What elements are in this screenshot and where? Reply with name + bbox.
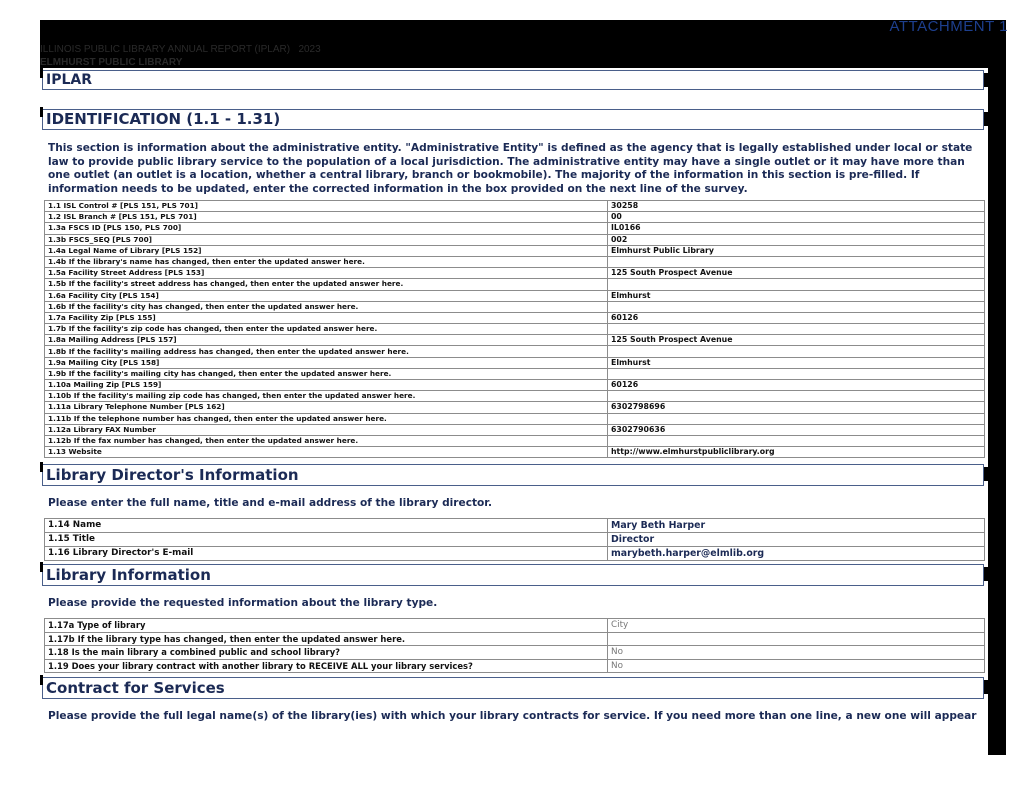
attachment-label: ATTACHMENT 1 bbox=[889, 18, 1008, 35]
answer-field[interactable]: 125 South Prospect Avenue bbox=[608, 268, 985, 279]
table-row bbox=[45, 368, 985, 379]
table-row bbox=[45, 519, 985, 533]
library-info-intro: Please provide the requested information about the library type. bbox=[48, 597, 438, 609]
question-label: 1.11b If the telephone number has changed, then enter the updated answer here. bbox=[45, 413, 608, 424]
answer-field[interactable]: IL0166 bbox=[608, 223, 985, 234]
answer-field[interactable]: 00 bbox=[608, 212, 985, 223]
table-row bbox=[45, 402, 985, 413]
table-row bbox=[45, 245, 985, 256]
question-label: 1.4a Legal Name of Library [PLS 152] bbox=[45, 245, 608, 256]
question-label: 1.11a Library Telephone Number [PLS 162] bbox=[45, 402, 608, 413]
table-row bbox=[45, 380, 985, 391]
identification-title: IDENTIFICATION (1.1 - 1.31) bbox=[46, 110, 281, 128]
question-label: 1.7a Facility Zip [PLS 155] bbox=[45, 312, 608, 323]
table-row bbox=[45, 324, 985, 335]
answer-field[interactable]: 6302790636 bbox=[608, 424, 985, 435]
table-row bbox=[45, 268, 985, 279]
answer-field[interactable]: 002 bbox=[608, 234, 985, 245]
question-label: 1.3b FSCS_SEQ [PLS 700] bbox=[45, 234, 608, 245]
table-row bbox=[45, 435, 985, 446]
table-row bbox=[45, 212, 985, 223]
answer-field[interactable]: No bbox=[608, 646, 985, 660]
question-label: 1.8b If the facility's mailing address has changed, then enter the updated answer here. bbox=[45, 346, 608, 357]
question-label: 1.3a FSCS ID [PLS 150, PLS 700] bbox=[45, 223, 608, 234]
answer-field[interactable] bbox=[608, 256, 985, 267]
library-info-table bbox=[44, 618, 985, 673]
answer-field[interactable]: No bbox=[608, 659, 985, 673]
answer-field[interactable]: 60126 bbox=[608, 380, 985, 391]
question-label: 1.1 ISL Control # [PLS 151, PLS 701] bbox=[45, 201, 608, 212]
answer-field[interactable] bbox=[608, 435, 985, 446]
table-row bbox=[45, 312, 985, 323]
question-label: 1.6a Facility City [PLS 154] bbox=[45, 290, 608, 301]
answer-field[interactable]: Mary Beth Harper bbox=[608, 519, 985, 533]
answer-field[interactable] bbox=[608, 368, 985, 379]
question-label: 1.18 Is the main library a combined public and school library? bbox=[45, 646, 608, 660]
contract-intro: Please provide the full legal name(s) of the library(ies) with which your library contracts for service. If you need more than one line, a new one will appear bbox=[48, 710, 977, 722]
table-row bbox=[45, 357, 985, 368]
table-row bbox=[45, 223, 985, 234]
answer-field[interactable] bbox=[608, 413, 985, 424]
answer-field[interactable] bbox=[608, 301, 985, 312]
table-row bbox=[45, 335, 985, 346]
table-row bbox=[45, 346, 985, 357]
director-intro: Please enter the full name, title and e-mail address of the library director. bbox=[48, 497, 493, 509]
identification-section-header bbox=[42, 109, 984, 130]
report-year: 2023 bbox=[298, 44, 321, 55]
question-label: 1.17a Type of library bbox=[45, 619, 608, 633]
question-label: 1.19 Does your library contract with another library to RECEIVE ALL your library services? bbox=[45, 659, 608, 673]
question-label: 1.13 Website bbox=[45, 447, 608, 458]
question-label: 1.8a Mailing Address [PLS 157] bbox=[45, 335, 608, 346]
iplar-title-box bbox=[42, 70, 984, 90]
identification-intro: This section is information about the administrative entity. "Administrative Entity" is defined as the agency that is legally established under local or state law to provide public library service to the population of a local jurisdiction. The administrative entity may have a single outlet or it may have more than one outlet (an outlet is a location, whether a central library, branch or bookmobile). The majority of the information in this section is pre-filled. If information needs to be updated, enter the corrected information in the box provided on the next line of the survey. bbox=[48, 142, 973, 195]
question-label: 1.4b If the library's name has changed, then enter the updated answer here. bbox=[45, 256, 608, 267]
iplar-title: IPLAR bbox=[46, 72, 93, 88]
answer-field[interactable] bbox=[608, 391, 985, 402]
table-row bbox=[45, 201, 985, 212]
question-label: 1.12a Library FAX Number bbox=[45, 424, 608, 435]
question-label: 1.5a Facility Street Address [PLS 153] bbox=[45, 268, 608, 279]
table-row bbox=[45, 234, 985, 245]
question-label: 1.9b If the facility's mailing city has changed, then enter the updated answer here. bbox=[45, 368, 608, 379]
library-info-title: Library Information bbox=[46, 566, 211, 584]
director-title: Library Director's Information bbox=[46, 466, 299, 484]
report-title bbox=[40, 44, 321, 55]
answer-field[interactable]: marybeth.harper@elmlib.org bbox=[608, 547, 985, 561]
question-label: 1.5b If the facility's street address has changed, then enter the updated answer here. bbox=[45, 279, 608, 290]
table-row bbox=[45, 391, 985, 402]
table-row bbox=[45, 632, 985, 646]
answer-field[interactable] bbox=[608, 279, 985, 290]
table-row bbox=[45, 547, 985, 561]
answer-field[interactable]: City bbox=[608, 619, 985, 633]
report-title-text: ILLINOIS PUBLIC LIBRARY ANNUAL REPORT (IPLAR) bbox=[40, 44, 291, 55]
question-label: 1.9a Mailing City [PLS 158] bbox=[45, 357, 608, 368]
table-row bbox=[45, 256, 985, 267]
answer-field[interactable]: Elmhurst bbox=[608, 290, 985, 301]
answer-field[interactable]: Elmhurst Public Library bbox=[608, 245, 985, 256]
answer-field[interactable]: 6302798696 bbox=[608, 402, 985, 413]
library-name-header: ELMHURST PUBLIC LIBRARY bbox=[40, 57, 183, 68]
table-row bbox=[45, 290, 985, 301]
question-label: 1.14 Name bbox=[45, 519, 608, 533]
right-edge-band bbox=[988, 20, 1006, 755]
director-table bbox=[44, 518, 985, 561]
answer-field[interactable] bbox=[608, 632, 985, 646]
table-row bbox=[45, 447, 985, 458]
question-label: 1.7b If the facility's zip code has changed, then enter the updated answer here. bbox=[45, 324, 608, 335]
table-row bbox=[45, 413, 985, 424]
answer-field[interactable]: 30258 bbox=[608, 201, 985, 212]
answer-field[interactable]: Elmhurst bbox=[608, 357, 985, 368]
contract-section-header bbox=[42, 677, 984, 699]
table-row bbox=[45, 659, 985, 673]
question-label: 1.16 Library Director's E-mail bbox=[45, 547, 608, 561]
question-label: 1.12b If the fax number has changed, then enter the updated answer here. bbox=[45, 435, 608, 446]
table-row bbox=[45, 424, 985, 435]
answer-field[interactable]: Director bbox=[608, 533, 985, 547]
director-section-header bbox=[42, 464, 984, 486]
question-label: 1.10b If the facility's mailing zip code has changed, then enter the updated answer here. bbox=[45, 391, 608, 402]
question-label: 1.17b If the library type has changed, then enter the updated answer here. bbox=[45, 632, 608, 646]
table-row bbox=[45, 619, 985, 633]
question-label: 1.6b If the facility's city has changed, then enter the updated answer here. bbox=[45, 301, 608, 312]
answer-field[interactable]: 60126 bbox=[608, 312, 985, 323]
answer-field[interactable]: http://www.elmhurstpubliclibrary.org bbox=[608, 447, 985, 458]
table-row bbox=[45, 533, 985, 547]
contract-title: Contract for Services bbox=[46, 679, 225, 697]
question-label: 1.2 ISL Branch # [PLS 151, PLS 701] bbox=[45, 212, 608, 223]
answer-field[interactable] bbox=[608, 324, 985, 335]
table-row bbox=[45, 646, 985, 660]
answer-field[interactable] bbox=[608, 346, 985, 357]
identification-table bbox=[44, 200, 985, 458]
question-label: 1.15 Title bbox=[45, 533, 608, 547]
question-label: 1.10a Mailing Zip [PLS 159] bbox=[45, 380, 608, 391]
answer-field[interactable]: 125 South Prospect Avenue bbox=[608, 335, 985, 346]
table-row bbox=[45, 301, 985, 312]
table-row bbox=[45, 279, 985, 290]
library-info-section-header bbox=[42, 564, 984, 586]
